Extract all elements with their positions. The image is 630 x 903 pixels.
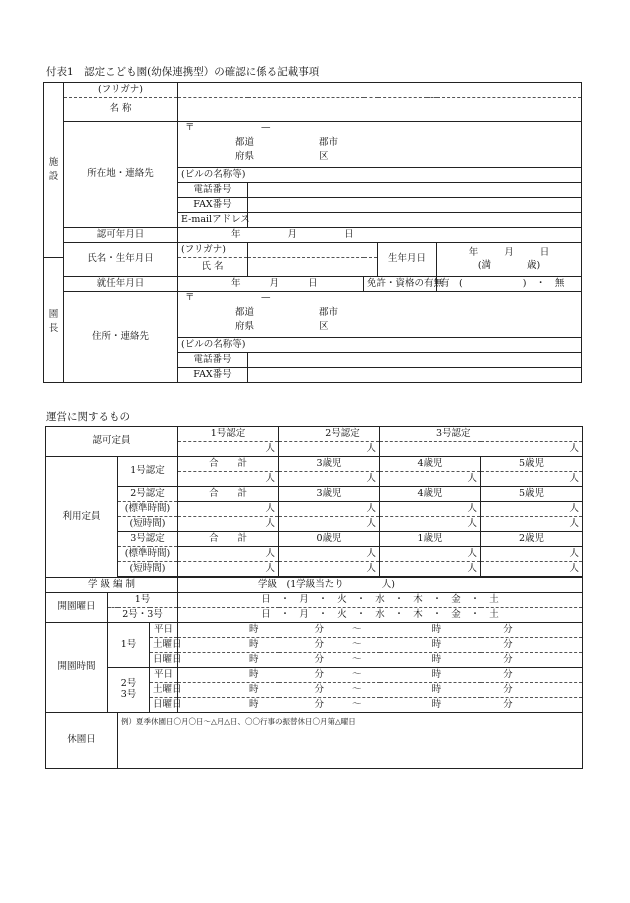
director-name-field[interactable] xyxy=(248,258,378,277)
open-days-go1-field[interactable]: 日 ・ 月 ・ 火 ・ 水 ・ 木 ・ 金 ・ 土 xyxy=(178,593,583,608)
h1-sun-field[interactable]: 時 分 〜 時 分 xyxy=(178,653,583,668)
h23-weekday-label: 平日 xyxy=(150,668,178,683)
u2-short-age4[interactable]: 人 xyxy=(380,517,481,532)
cert3-capacity-label: 3号認定 xyxy=(380,427,583,442)
u2-short-label: (短時間) xyxy=(118,517,178,532)
director-name-birth-label: 氏名・生年月日 xyxy=(64,243,178,277)
cert1-capacity-label: 1号認定 xyxy=(178,427,279,442)
director-tel-field[interactable] xyxy=(248,353,582,368)
director-address-label: 住所・連絡先 xyxy=(64,292,178,383)
approval-date-field[interactable]: 年 月 日 xyxy=(178,228,582,243)
u2-std-age3[interactable]: 人 xyxy=(279,502,380,517)
u2-short-total[interactable]: 人 xyxy=(178,517,279,532)
gunshi-label: 郡市 xyxy=(319,137,339,148)
cert2-capacity-field[interactable]: 人 xyxy=(279,442,380,457)
u2-std-label: (標準時間) xyxy=(118,502,178,517)
h23-sun-field[interactable]: 時 分 〜 時 分 xyxy=(178,698,583,713)
appointed-date-label: 就任年月日 xyxy=(64,277,178,292)
u3-age1-label: 1歳児 xyxy=(380,532,481,547)
cert1-capacity-field[interactable]: 人 xyxy=(178,442,279,457)
u2-age4-label: 4歳児 xyxy=(380,487,481,502)
director-tel-label: 電話番号 xyxy=(178,353,248,368)
operations-title: 運営に関するもの xyxy=(46,411,130,423)
h1-weekday-label: 平日 xyxy=(150,623,178,638)
closed-days-label: 休園日 xyxy=(46,713,118,769)
closed-days-field[interactable]: 例）夏季休園日〇月〇日〜△月△日、〇〇行事の振替休日〇月第△曜日 xyxy=(118,713,583,769)
u1-total-field[interactable]: 人 xyxy=(178,472,279,487)
facility-furigana-field[interactable] xyxy=(178,83,582,98)
director-furigana-label: (フリガナ) xyxy=(178,243,248,258)
facility-furigana-label: (フリガナ) xyxy=(64,83,178,98)
open-days-go23-label: 2号・3号 xyxy=(108,608,178,623)
facility-address-field[interactable] xyxy=(178,122,582,168)
u2-std-age4[interactable]: 人 xyxy=(380,502,481,517)
u1-age4-field[interactable]: 人 xyxy=(380,472,481,487)
postal-mark: 〒 xyxy=(185,122,195,133)
u3-std-age1[interactable]: 人 xyxy=(380,547,481,562)
operations-table xyxy=(45,426,583,769)
u3-std-total[interactable]: 人 xyxy=(178,547,279,562)
form-title: 付表1 認定こども園(幼保連携型）の確認に係る記載事項 xyxy=(46,66,320,78)
capacity-label: 認可定員 xyxy=(46,427,178,457)
h23-sun-label: 日曜日 xyxy=(150,698,178,713)
u1-age3-field[interactable]: 人 xyxy=(279,472,380,487)
facility-tel-label: 電話番号 xyxy=(178,183,248,198)
facility-email-field[interactable] xyxy=(248,213,582,228)
h1-weekday-field[interactable]: 時 分 〜 時 分 xyxy=(178,623,583,638)
todofuken-line1: 都道 xyxy=(235,137,255,148)
u3-short-total[interactable]: 人 xyxy=(178,562,279,577)
h23-weekday-field[interactable]: 時 分 〜 時 分 xyxy=(178,668,583,683)
open-days-go1-label: 1号 xyxy=(108,593,178,608)
facility-address-label: 所在地・連絡先 xyxy=(64,122,178,228)
u3-std-age0[interactable]: 人 xyxy=(279,547,380,562)
h23-sat-label: 土曜日 xyxy=(150,683,178,698)
u3-age2-label: 2歳児 xyxy=(481,532,583,547)
usage-cert2-label: 2号認定 xyxy=(118,487,178,502)
hours-go1-label: 1号 xyxy=(108,623,150,668)
facility-fax-label: FAX番号 xyxy=(178,198,248,213)
u1-age5-label: 5歳児 xyxy=(481,457,583,472)
facility-name-label: 名 称 xyxy=(64,98,178,122)
hours-go23-label: 2号 3号 xyxy=(108,668,150,713)
director-birth-field[interactable]: 年 月 日 (満 歳) xyxy=(437,243,582,277)
facility-name-field[interactable] xyxy=(178,98,582,122)
facility-email-label: E-mailアドレス xyxy=(178,213,248,228)
director-furigana-field[interactable] xyxy=(248,243,378,258)
approval-date-label: 認可年月日 xyxy=(64,228,178,243)
u2-short-age3[interactable]: 人 xyxy=(279,517,380,532)
u3-short-age0[interactable]: 人 xyxy=(279,562,380,577)
u2-age3-label: 3歳児 xyxy=(279,487,380,502)
director-fax-field[interactable] xyxy=(248,368,582,383)
director-building-field[interactable]: (ビルの名称等) xyxy=(178,338,582,353)
open-days-label: 開園曜日 xyxy=(46,593,108,623)
license-field[interactable]: 有 ( ) ・ 無 xyxy=(437,277,582,292)
facility-section-label: 施設 xyxy=(44,83,64,258)
h1-sun-label: 日曜日 xyxy=(150,653,178,668)
director-fax-label: FAX番号 xyxy=(178,368,248,383)
ku-label: 区 xyxy=(319,151,329,162)
u2-std-total[interactable]: 人 xyxy=(178,502,279,517)
postal-dash: — xyxy=(261,122,271,133)
usage-cert3-label: 3号認定 xyxy=(118,532,178,547)
h23-sat-field[interactable]: 時 分 〜 時 分 xyxy=(178,683,583,698)
u2-short-age5[interactable]: 人 xyxy=(481,517,583,532)
director-section-label: 園長 xyxy=(44,258,64,383)
h1-sat-field[interactable]: 時 分 〜 時 分 xyxy=(178,638,583,653)
director-address-field[interactable]: 〒 — 都道 府県 郡市 区 xyxy=(178,292,582,338)
facility-tel-field[interactable] xyxy=(248,183,582,198)
usage-label: 利用定員 xyxy=(46,457,118,578)
cert3-capacity-field[interactable]: 人 xyxy=(380,442,583,457)
u3-age0-label: 0歳児 xyxy=(279,532,380,547)
u3-short-age2[interactable]: 人 xyxy=(481,562,583,577)
u3-short-age1[interactable]: 人 xyxy=(380,562,481,577)
usage-cert1-label: 1号認定 xyxy=(118,457,178,487)
u2-total-label: 合 計 xyxy=(178,487,279,502)
appointed-date-field[interactable]: 年 月 日 xyxy=(178,277,364,292)
u2-age5-label: 5歳児 xyxy=(481,487,583,502)
h1-sat-label: 土曜日 xyxy=(150,638,178,653)
facility-fax-field[interactable] xyxy=(248,198,582,213)
open-days-go23-field[interactable]: 日 ・ 月 ・ 火 ・ 水 ・ 木 ・ 金 ・ 土 xyxy=(178,608,583,623)
director-birth-label: 生年月日 xyxy=(378,243,437,277)
u3-std-age2[interactable]: 人 xyxy=(481,547,583,562)
license-label: 免許・資格の有無 xyxy=(364,277,437,292)
u3-std-label: (標準時間) xyxy=(118,547,178,562)
todofuken-line2: 府県 xyxy=(235,151,255,162)
u1-total-label: 合 計 xyxy=(178,457,279,472)
class-label: 学 級 編 制 xyxy=(46,578,178,593)
class-field[interactable]: 学級 (1学級当たり 人) xyxy=(178,578,583,593)
u1-age3-label: 3歳児 xyxy=(279,457,380,472)
u3-short-label: (短時間) xyxy=(118,562,178,577)
cert2-capacity-label: 2号認定 xyxy=(279,427,380,442)
facility-director-table xyxy=(43,82,582,383)
u1-age4-label: 4歳児 xyxy=(380,457,481,472)
director-name-label: 氏 名 xyxy=(178,258,248,277)
u3-total-label: 合 計 xyxy=(178,532,279,547)
u1-age5-field[interactable]: 人 xyxy=(481,472,583,487)
open-hours-label: 開園時間 xyxy=(46,623,108,713)
u2-std-age5[interactable]: 人 xyxy=(481,502,583,517)
facility-building-field[interactable]: (ビルの名称等) xyxy=(178,168,582,183)
